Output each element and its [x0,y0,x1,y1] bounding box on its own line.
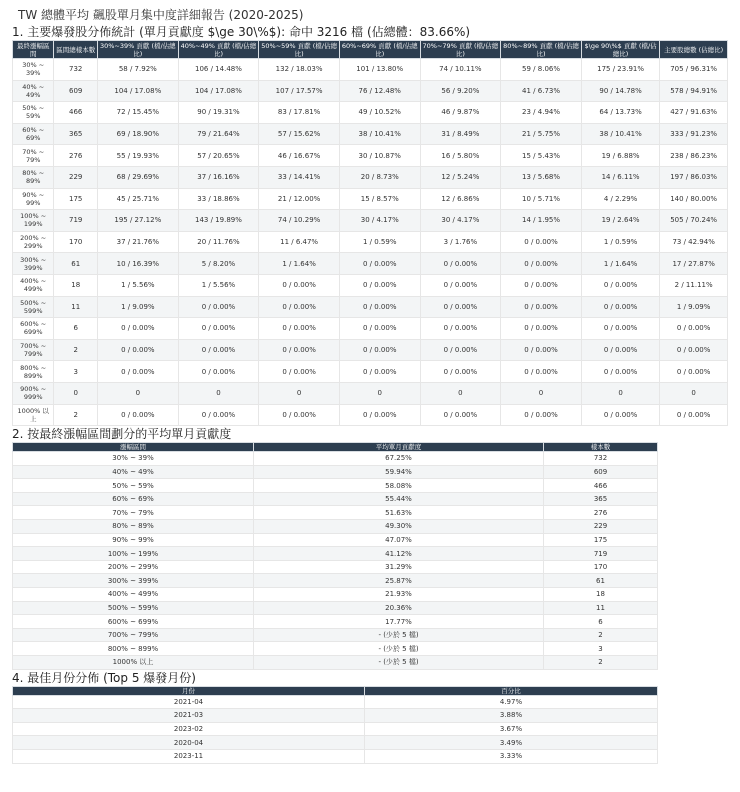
table-row [13,628,658,642]
table-cell: 0 / 0.00% [581,274,659,296]
table-row [13,452,658,466]
table-cell: - (少於 5 檔) [254,628,544,642]
table-cell: 0 / 0.00% [259,361,340,383]
table-cell: 0 / 0.00% [98,404,179,426]
table-cell: 37 / 16.16% [178,166,259,188]
table-cell: 0 / 0.00% [420,253,501,275]
table-cell: 500% ~ 599% [13,601,254,615]
table-row [13,123,728,145]
column-header: 50%~59% 貢獻 (檔/佔總比) [259,41,340,59]
table-cell: 10 / 16.39% [98,253,179,275]
table-cell: 0 / 0.00% [178,339,259,361]
table-cell: 61 [544,574,658,588]
table-cell: 0 / 0.00% [259,274,340,296]
table-cell: 2023-02 [13,722,365,736]
table-cell: 100% ~ 199% [13,210,54,232]
table-cell: 0 [501,382,582,404]
table-cell: 15 / 8.57% [339,188,420,210]
table-cell: 427 / 91.63% [660,102,728,124]
column-header: 漲幅區間 [13,443,254,452]
table-cell: 365 [54,123,98,145]
table-row [13,588,658,602]
column-header: 80%~89% 貢獻 (檔/佔總比) [501,41,582,59]
table-cell: 0 / 0.00% [98,361,179,383]
table-cell: 41.12% [254,547,544,561]
table-cell: 800% ~ 899% [13,361,54,383]
table-cell: 2 [544,628,658,642]
table-cell: 0 / 0.00% [178,361,259,383]
table-cell: 0 / 0.00% [501,296,582,318]
table-cell: 47.07% [254,533,544,547]
table-cell: 11 [54,296,98,318]
table-cell: 3.67% [365,722,658,736]
table-cell: 1 / 9.09% [98,296,179,318]
table-cell: 300% ~ 399% [13,253,54,275]
table-cell: 0 / 0.00% [501,253,582,275]
table-row [13,574,658,588]
table-row [13,601,658,615]
column-header: $\ge 90\%$ 貢獻 (檔/佔總比) [581,41,659,59]
table-cell: 83 / 17.81% [259,102,340,124]
table-row [13,520,658,534]
table-cell: 0 / 0.00% [178,404,259,426]
table-cell: 0 / 0.00% [501,339,582,361]
average-table-header [13,443,658,452]
table-cell: 25.87% [254,574,544,588]
table-cell: 170 [544,560,658,574]
table-cell: 30 / 4.17% [339,210,420,232]
table-row [13,318,728,340]
table-cell: 57 / 15.62% [259,123,340,145]
column-header: 最終漲幅區間 [13,41,54,59]
table-cell: 15 / 5.43% [501,145,582,167]
column-header: 樣本數 [544,443,658,452]
table-cell: 61 [54,253,98,275]
table-cell: 69 / 18.90% [98,123,179,145]
table-cell: 59 / 8.06% [501,59,582,81]
table-row [13,404,728,426]
table-cell: 104 / 17.08% [178,80,259,102]
table-cell: 466 [54,102,98,124]
table-cell: 67.25% [254,452,544,466]
table-cell: 800% ~ 899% [13,642,254,656]
table-cell: 4 / 2.29% [581,188,659,210]
table-cell: 2021-03 [13,709,365,723]
table-row [13,210,728,232]
table-cell: 333 / 91.23% [660,123,728,145]
table-cell: 20.36% [254,601,544,615]
section-2-heading: 2. 按最終漲幅區間劃分的平均單月貢獻度 [12,427,232,442]
table-cell: 21 / 12.00% [259,188,340,210]
distribution-table-header [13,41,728,59]
table-cell: 1 / 5.56% [178,274,259,296]
table-cell: 276 [54,145,98,167]
table-cell: 0 / 0.00% [501,274,582,296]
table-cell: 38 / 10.41% [339,123,420,145]
table-cell: 50% ~ 59% [13,102,54,124]
table-cell: 21 / 5.75% [501,123,582,145]
table-cell: 170 [54,231,98,253]
table-cell: 19 / 6.88% [581,145,659,167]
table-cell: 0 / 0.00% [339,253,420,275]
table-cell: 79 / 21.64% [178,123,259,145]
table-cell: 40% ~ 49% [13,80,54,102]
table-cell: 2 / 11.11% [660,274,728,296]
table-cell: 10 / 5.71% [501,188,582,210]
table-cell: 14 / 1.95% [501,210,582,232]
column-header: 區間總樣本數 [54,41,98,59]
month-table-header [13,686,658,695]
table-cell: 0 / 0.00% [339,361,420,383]
table-cell: 0 / 0.00% [420,339,501,361]
table-cell: 175 / 23.91% [581,59,659,81]
table-cell: 3 [54,361,98,383]
table-cell: 195 / 27.12% [98,210,179,232]
table-cell: 0 [259,382,340,404]
table-cell: 229 [54,166,98,188]
table-cell: 104 / 17.08% [98,80,179,102]
table-cell: 229 [544,520,658,534]
table-cell: 143 / 19.89% [178,210,259,232]
table-cell: - (少於 5 檔) [254,656,544,670]
table-cell: 3.33% [365,749,658,763]
table-cell: 0 / 0.00% [660,318,728,340]
table-cell: 5 / 8.20% [178,253,259,275]
table-cell: 56 / 9.20% [420,80,501,102]
table-cell: 0 / 0.00% [501,318,582,340]
table-cell: 23 / 4.94% [501,102,582,124]
table-cell: 31.29% [254,560,544,574]
table-cell: 41 / 6.73% [501,80,582,102]
table-row [13,695,658,709]
table-cell: 14 / 6.11% [581,166,659,188]
table-cell: 40% ~ 49% [13,465,254,479]
table-cell: 0 / 0.00% [339,339,420,361]
table-row [13,361,728,383]
table-cell: 0 / 0.00% [660,404,728,426]
table-cell: 30 / 10.87% [339,145,420,167]
table-row [13,533,658,547]
average-contribution-table [12,442,658,670]
table-cell: 74 / 10.11% [420,59,501,81]
table-cell: 30% ~ 39% [13,452,254,466]
table-cell: 400% ~ 499% [13,274,54,296]
table-cell: 719 [54,210,98,232]
table-cell: 900% ~ 999% [13,382,54,404]
table-cell: 0 / 0.00% [420,274,501,296]
table-row [13,80,728,102]
table-cell: 73 / 42.94% [660,231,728,253]
table-cell: 505 / 70.24% [660,210,728,232]
table-cell: 17.77% [254,615,544,629]
table-row [13,656,658,670]
table-cell: 700% ~ 799% [13,628,254,642]
table-row [13,736,658,750]
table-cell: 0 / 0.00% [660,339,728,361]
table-cell: 175 [544,533,658,547]
table-cell: 90% ~ 99% [13,533,254,547]
table-row [13,166,728,188]
table-cell: 46 / 16.67% [259,145,340,167]
table-cell: 705 / 96.31% [660,59,728,81]
table-cell: 3.49% [365,736,658,750]
table-cell: 31 / 8.49% [420,123,501,145]
table-cell: 18 [54,274,98,296]
table-cell: 6 [54,318,98,340]
table-cell: 0 / 0.00% [420,404,501,426]
table-cell: 2 [544,656,658,670]
table-cell: 16 / 5.80% [420,145,501,167]
table-cell: 51.63% [254,506,544,520]
table-cell: 11 / 6.47% [259,231,340,253]
table-cell: 0 / 0.00% [420,318,501,340]
table-cell: 0 / 0.00% [259,296,340,318]
table-cell: 400% ~ 499% [13,588,254,602]
table-cell: 6 [544,615,658,629]
column-header: 30%~39% 貢獻 (檔/佔總比) [98,41,179,59]
table-cell: 1000% 以上 [13,656,254,670]
table-cell: 365 [544,492,658,506]
table-cell: 0 [98,382,179,404]
table-row [13,274,728,296]
table-cell: 57 / 20.65% [178,145,259,167]
table-cell: 4.97% [365,695,658,709]
table-cell: 107 / 17.57% [259,80,340,102]
table-cell: 0 / 0.00% [339,296,420,318]
table-cell: 2 [54,404,98,426]
table-cell: 600% ~ 699% [13,615,254,629]
table-cell: 37 / 21.76% [98,231,179,253]
table-cell: 0 / 0.00% [581,361,659,383]
table-cell: 200% ~ 299% [13,231,54,253]
table-cell: 0 [420,382,501,404]
table-row [13,642,658,656]
column-header: 月份 [13,686,365,695]
table-cell: 1 / 0.59% [339,231,420,253]
table-cell: 33 / 18.86% [178,188,259,210]
table-cell: 466 [544,479,658,493]
table-cell: 732 [544,452,658,466]
table-cell: 0 / 0.00% [259,318,340,340]
table-cell: 49.30% [254,520,544,534]
table-cell: 300% ~ 399% [13,574,254,588]
table-cell: 600% ~ 699% [13,318,54,340]
table-cell: 100% ~ 199% [13,547,254,561]
table-cell: 3.88% [365,709,658,723]
table-cell: 1 / 0.59% [581,231,659,253]
table-cell: 238 / 86.23% [660,145,728,167]
table-cell: 578 / 94.91% [660,80,728,102]
table-cell: 0 / 0.00% [581,339,659,361]
table-cell: 45 / 25.71% [98,188,179,210]
table-row [13,296,728,318]
table-cell: 17 / 27.87% [660,253,728,275]
table-cell: 0 / 0.00% [98,339,179,361]
table-cell: 0 [178,382,259,404]
table-cell: 80% ~ 89% [13,166,54,188]
table-cell: 2020-04 [13,736,365,750]
table-row [13,506,658,520]
table-cell: 11 [544,601,658,615]
table-cell: - (少於 5 檔) [254,642,544,656]
table-row [13,722,658,736]
table-row [13,59,728,81]
table-row [13,382,728,404]
table-cell: 732 [54,59,98,81]
table-cell: 12 / 5.24% [420,166,501,188]
table-cell: 59.94% [254,465,544,479]
table-cell: 60% ~ 69% [13,123,54,145]
table-cell: 200% ~ 299% [13,560,254,574]
table-cell: 0 / 0.00% [501,231,582,253]
table-row [13,615,658,629]
table-cell: 1 / 5.56% [98,274,179,296]
table-cell: 58.08% [254,479,544,493]
column-header: 60%~69% 貢獻 (檔/佔總比) [339,41,420,59]
table-row [13,188,728,210]
column-header: 主要股總數 (佔總比) [660,41,728,59]
table-cell: 0 / 0.00% [581,404,659,426]
table-cell: 20 / 11.76% [178,231,259,253]
table-cell: 50% ~ 59% [13,479,254,493]
table-cell: 0 / 0.00% [339,318,420,340]
table-row [13,547,658,561]
table-row [13,709,658,723]
table-cell: 55.44% [254,492,544,506]
table-cell: 0 [339,382,420,404]
best-month-table [12,686,658,764]
table-cell: 719 [544,547,658,561]
table-cell: 3 / 1.76% [420,231,501,253]
table-cell: 2023-11 [13,749,365,763]
section-1-heading: 1. 主要爆發股分佈統計 (單月貢獻度 $\ge 30\%$): 命中 3216 檔 (佔總體：83.66%) [12,25,471,39]
table-cell: 2 [54,339,98,361]
table-cell: 76 / 12.48% [339,80,420,102]
table-row [13,102,728,124]
table-cell: 0 / 0.00% [259,339,340,361]
section-4-heading: 4. 最佳月份分佈 (Top 5 爆發月份) [12,670,196,685]
table-cell: 1000% 以上 [13,404,54,426]
table-row [13,479,658,493]
table-cell: 21.93% [254,588,544,602]
table-cell: 101 / 13.80% [339,59,420,81]
table-cell: 0 / 0.00% [178,296,259,318]
table-cell: 70% ~ 79% [13,506,254,520]
table-row [13,145,728,167]
column-header: 40%~49% 貢獻 (檔/佔總比) [178,41,259,59]
table-cell: 0 / 0.00% [501,361,582,383]
column-header: 70%~79% 貢獻 (檔/佔總比) [420,41,501,59]
page-title: TW 總體平均 飆股單月集中度詳細報告 (2020-2025) [18,8,304,22]
table-cell: 0 / 0.00% [420,296,501,318]
table-cell: 1 / 1.64% [581,253,659,275]
table-cell: 90% ~ 99% [13,188,54,210]
table-cell: 700% ~ 799% [13,339,54,361]
table-cell: 0 / 0.00% [581,296,659,318]
table-cell: 500% ~ 599% [13,296,54,318]
table-cell: 0 [581,382,659,404]
table-row [13,339,728,361]
table-cell: 58 / 7.92% [98,59,179,81]
table-cell: 0 / 0.00% [98,318,179,340]
table-cell: 33 / 14.41% [259,166,340,188]
table-cell: 1 / 9.09% [660,296,728,318]
table-cell: 70% ~ 79% [13,145,54,167]
table-cell: 0 [54,382,98,404]
table-cell: 0 / 0.00% [501,404,582,426]
table-cell: 13 / 5.68% [501,166,582,188]
table-cell: 90 / 19.31% [178,102,259,124]
table-cell: 0 / 0.00% [420,361,501,383]
table-cell: 68 / 29.69% [98,166,179,188]
table-cell: 46 / 9.87% [420,102,501,124]
table-cell: 175 [54,188,98,210]
column-header: 百分比 [365,686,658,695]
table-cell: 197 / 86.03% [660,166,728,188]
table-cell: 55 / 19.93% [98,145,179,167]
table-cell: 106 / 14.48% [178,59,259,81]
table-cell: 0 [660,382,728,404]
table-cell: 0 / 0.00% [660,361,728,383]
table-cell: 1 / 1.64% [259,253,340,275]
distribution-table [12,40,728,426]
table-row [13,231,728,253]
table-row [13,465,658,479]
table-cell: 140 / 80.00% [660,188,728,210]
table-cell: 30% ~ 39% [13,59,54,81]
table-cell: 609 [54,80,98,102]
table-cell: 49 / 10.52% [339,102,420,124]
table-cell: 0 / 0.00% [339,404,420,426]
table-cell: 74 / 10.29% [259,210,340,232]
table-row [13,253,728,275]
table-cell: 72 / 15.45% [98,102,179,124]
column-header: 平均單月貢獻度 [254,443,544,452]
table-cell: 18 [544,588,658,602]
table-cell: 60% ~ 69% [13,492,254,506]
table-row [13,492,658,506]
table-cell: 30 / 4.17% [420,210,501,232]
table-cell: 276 [544,506,658,520]
table-cell: 19 / 2.64% [581,210,659,232]
table-cell: 38 / 10.41% [581,123,659,145]
table-cell: 2021-04 [13,695,365,709]
table-cell: 20 / 8.73% [339,166,420,188]
table-cell: 0 / 0.00% [581,318,659,340]
table-cell: 609 [544,465,658,479]
table-cell: 80% ~ 89% [13,520,254,534]
table-row [13,749,658,763]
table-cell: 12 / 6.86% [420,188,501,210]
table-cell: 64 / 13.73% [581,102,659,124]
table-cell: 90 / 14.78% [581,80,659,102]
table-cell: 132 / 18.03% [259,59,340,81]
table-cell: 3 [544,642,658,656]
table-cell: 0 / 0.00% [339,274,420,296]
table-row [13,560,658,574]
table-cell: 0 / 0.00% [178,318,259,340]
table-cell: 0 / 0.00% [259,404,340,426]
